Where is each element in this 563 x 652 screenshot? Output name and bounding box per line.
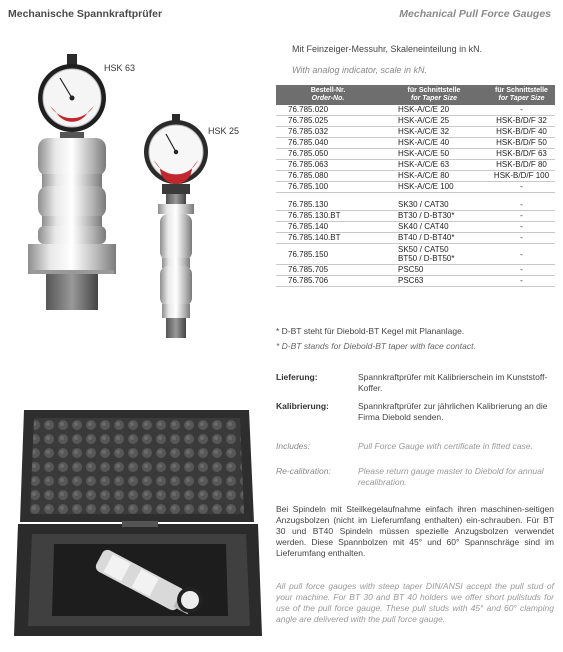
includes-label: Includes: xyxy=(276,441,311,451)
taper-alt-cell: HSK-B/D/F 40 xyxy=(488,127,555,138)
table-row xyxy=(276,276,555,287)
table-row xyxy=(276,105,555,116)
order-no-cell: 76.785.025 xyxy=(276,116,380,127)
order-no-cell: 76.785.080 xyxy=(276,171,380,182)
includes-value: Pull Force Gauge with certificate in fitted case. xyxy=(358,441,533,451)
header-order-no-de: Bestell-Nr. xyxy=(310,87,346,94)
taper-alt-cell: - xyxy=(488,276,555,287)
header-taper-b-en: for Taper Size xyxy=(498,95,545,102)
intro-text-en: With analog indicator, scale in kN. xyxy=(292,65,427,75)
calibration-value: Spannkraftprüfer zur jährlichen Kalibrierung an die Firma Diebold senden. xyxy=(358,401,548,422)
taper-alt-cell: - xyxy=(488,200,555,211)
taper-cell: HSK-A/C/E 100 xyxy=(380,182,488,193)
taper-alt-cell: - xyxy=(488,182,555,193)
header-order-no-en: Order-No. xyxy=(311,95,345,102)
taper-cell: HSK-A/C/E 32 xyxy=(380,127,488,138)
taper-cell: HSK-A/C/E 40 xyxy=(380,138,488,149)
taper-line-1: SK50 / CAT50 xyxy=(398,245,449,254)
taper-cell: PSC50 xyxy=(380,265,488,276)
taper-cell: BT40 / D-BT40* xyxy=(380,233,488,244)
label-hsk25: HSK 25 xyxy=(208,126,240,136)
label-hsk63: HSK 63 xyxy=(104,63,136,73)
delivery-value: Spannkraftprüfer mit Kalibrierschein im Kunststoff-Koffer. xyxy=(358,372,548,393)
table-row xyxy=(276,116,555,127)
taper-cell xyxy=(380,244,488,265)
taper-alt-cell: - xyxy=(488,211,555,222)
description-en: All pull force gauges with steep taper DIN/ANSI accept the pull stud of your machine. For BT 30 and BT 40 holders we offer short pullstuds for use of the pull force gauge. These pull studs with 45° and 60° clamping angle are delivered with the pull force gauge. xyxy=(276,581,554,624)
table-row xyxy=(276,233,555,244)
taper-alt-cell: HSK-B/D/F 63 xyxy=(488,149,555,160)
gauge-hsk63-image xyxy=(20,48,120,328)
order-no-cell: 76.785.140 xyxy=(276,222,380,233)
recalibration-value: Please return gauge master to Diebold for annual recalibration. xyxy=(358,466,544,487)
header-taper-a-en: for Taper Size xyxy=(410,95,458,102)
footnote-de: * D-BT steht für Diebold-BT Kegel mit Plananlage. xyxy=(276,326,465,336)
taper-cell: HSK-A/C/E 20 xyxy=(380,105,488,116)
delivery-label: Lieferung: xyxy=(276,372,318,382)
table-row xyxy=(276,222,555,233)
description-de: Bei Spindeln mit Steilkegelaufnahme einfach ihren maschinen-seitigen Anzugsbolzen (nicht im Lieferumfang enthalten) ein-schrauben. Für BT 30 und BT40 Spindeln müssen spezielle Anzugsbolzen verwendet werden. Diese Spannbolzen mit 45° und 60° Spannschräge sind im Lieferumfang enthalten. xyxy=(276,504,554,558)
taper-alt-cell: HSK-B/D/F 50 xyxy=(488,138,555,149)
table-row xyxy=(276,127,555,138)
taper-alt-cell: - xyxy=(488,265,555,276)
taper-alt-cell: - xyxy=(488,244,555,265)
taper-alt-cell: - xyxy=(488,222,555,233)
table-row xyxy=(276,160,555,171)
taper-line-2: BT50 / D-BT50* xyxy=(398,254,455,263)
page-title-en: Mechanical Pull Force Gauges xyxy=(399,8,551,20)
intro-text-de: Mit Feinzeiger-Messuhr, Skaleneinteilung in kN. xyxy=(292,44,483,54)
table-row xyxy=(276,149,555,160)
table-row xyxy=(276,244,555,265)
taper-alt-cell: HSK-B/D/F 100 xyxy=(488,171,555,182)
order-no-cell: 76.785.705 xyxy=(276,265,380,276)
order-no-cell: 76.785.032 xyxy=(276,127,380,138)
order-table xyxy=(276,85,555,287)
order-no-cell: 76.785.130.BT xyxy=(276,211,380,222)
header-taper-b xyxy=(488,85,555,105)
order-no-cell: 76.785.100 xyxy=(276,182,380,193)
carrying-case-image xyxy=(14,404,264,640)
taper-cell: HSK-A/C/E 63 xyxy=(380,160,488,171)
table-row xyxy=(276,211,555,222)
taper-alt-cell: - xyxy=(488,233,555,244)
taper-cell: HSK-A/C/E 80 xyxy=(380,171,488,182)
table-row xyxy=(276,138,555,149)
table-row xyxy=(276,171,555,182)
table-row xyxy=(276,182,555,193)
taper-alt-cell: HSK-B/D/F 32 xyxy=(488,116,555,127)
order-no-cell: 76.785.706 xyxy=(276,276,380,287)
order-no-cell: 76.785.063 xyxy=(276,160,380,171)
taper-cell: HSK-A/C/E 50 xyxy=(380,149,488,160)
spacer-cell xyxy=(276,193,555,201)
recalibration-label: Re-calibration: xyxy=(276,466,331,476)
order-no-cell: 76.785.130 xyxy=(276,200,380,211)
table-header-row xyxy=(276,85,555,105)
header-taper-a-de: für Schnittstelle xyxy=(407,87,461,94)
footnote-en: * D-BT stands for Diebold-BT taper with face contact. xyxy=(276,341,476,351)
table-spacer xyxy=(276,193,555,201)
table-row xyxy=(276,265,555,276)
taper-cell: HSK-A/C/E 25 xyxy=(380,116,488,127)
order-no-cell: 76.785.020 xyxy=(276,105,380,116)
taper-cell: SK30 / CAT30 xyxy=(380,200,488,211)
header-order-no xyxy=(276,85,380,105)
order-no-cell: 76.785.050 xyxy=(276,149,380,160)
header-taper-a xyxy=(380,85,488,105)
page-title-de: Mechanische Spannkraftprüfer xyxy=(8,8,163,20)
order-no-cell: 76.785.150 xyxy=(276,244,380,265)
taper-alt-cell: HSK-B/D/F 80 xyxy=(488,160,555,171)
taper-alt-cell: - xyxy=(488,105,555,116)
gauge-hsk25-image xyxy=(136,110,216,342)
calibration-label: Kalibrierung: xyxy=(276,401,329,411)
header-taper-b-de: für Schnittstelle xyxy=(495,87,548,94)
taper-cell: SK40 / CAT40 xyxy=(380,222,488,233)
order-no-cell: 76.785.140.BT xyxy=(276,233,380,244)
table-row xyxy=(276,200,555,211)
taper-cell: BT30 / D-BT30* xyxy=(380,211,488,222)
order-no-cell: 76.785.040 xyxy=(276,138,380,149)
taper-cell: PSC63 xyxy=(380,276,488,287)
